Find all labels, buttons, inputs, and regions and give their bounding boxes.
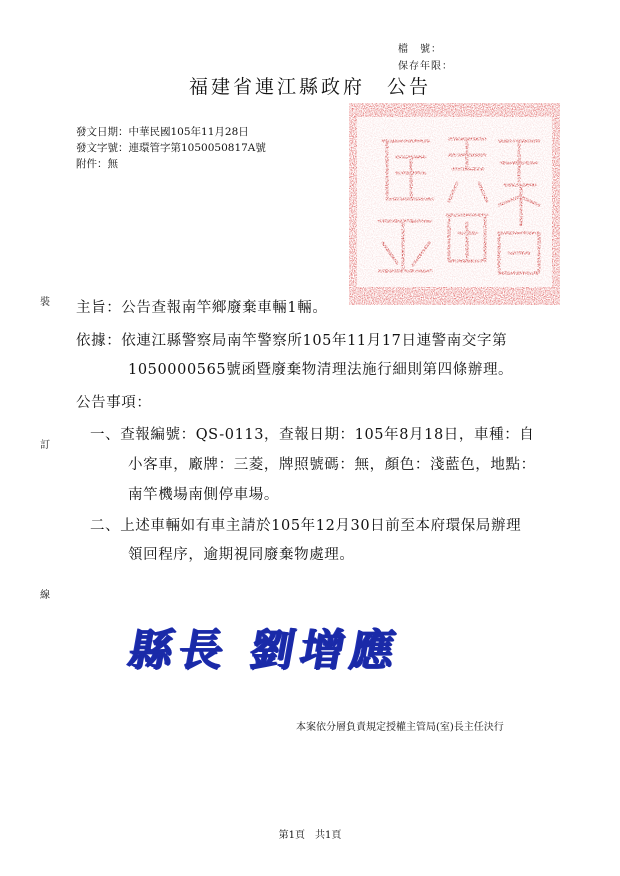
official-seal (349, 103, 560, 305)
item-2-line-2: 領回程序，逾期視同廢棄物處理。 (128, 547, 355, 563)
items-heading: 公告事項： (76, 395, 152, 411)
magistrate-signature: 縣長 劉增應 (124, 625, 406, 676)
attachment-line: 附件：無 (76, 158, 118, 170)
delegation-note: 本案依分層負責規定授權主管局(室)長主任決行 (296, 722, 504, 733)
retention-period-label: 保存年限： (398, 61, 453, 72)
binding-mark-3: 線 (40, 590, 50, 601)
document-title: 福建省連江縣政府 公告 (188, 76, 431, 98)
file-number-label: 檔 號： (398, 44, 442, 55)
item-2-line-1: 二、上述車輛如有車主請於105年12月30日前至本府環保局辦理 (90, 518, 522, 534)
item-1-line-2: 小客車，廠牌：三菱，牌照號碼：無，顏色：淺藍色，地點： (128, 457, 536, 473)
issue-date: 發文日期：中華民國105年11月28日 (76, 126, 249, 138)
subject-line: 主旨：公告查報南竿鄉廢棄車輛1輛。 (76, 300, 328, 316)
basis-line-1: 依據：依連江縣警察局南竿警察所105年11月17日連警南交字第 (76, 333, 508, 349)
binding-mark-2: 訂 (40, 440, 50, 451)
issue-number: 發文字號：連環管字第1050050817A號 (76, 142, 266, 154)
page-number: 第1頁 共1頁 (278, 830, 342, 841)
item-1-line-1: 一、查報編號：QS-0113，查報日期：105年8月18日，車種：自 (90, 427, 535, 443)
basis-line-2: 1050000565號函暨廢棄物清理法施行細則第四條辦理。 (128, 362, 514, 378)
binding-mark-1: 裝 (40, 297, 50, 308)
item-1-line-3: 南竿機場南側停車場。 (128, 487, 279, 503)
